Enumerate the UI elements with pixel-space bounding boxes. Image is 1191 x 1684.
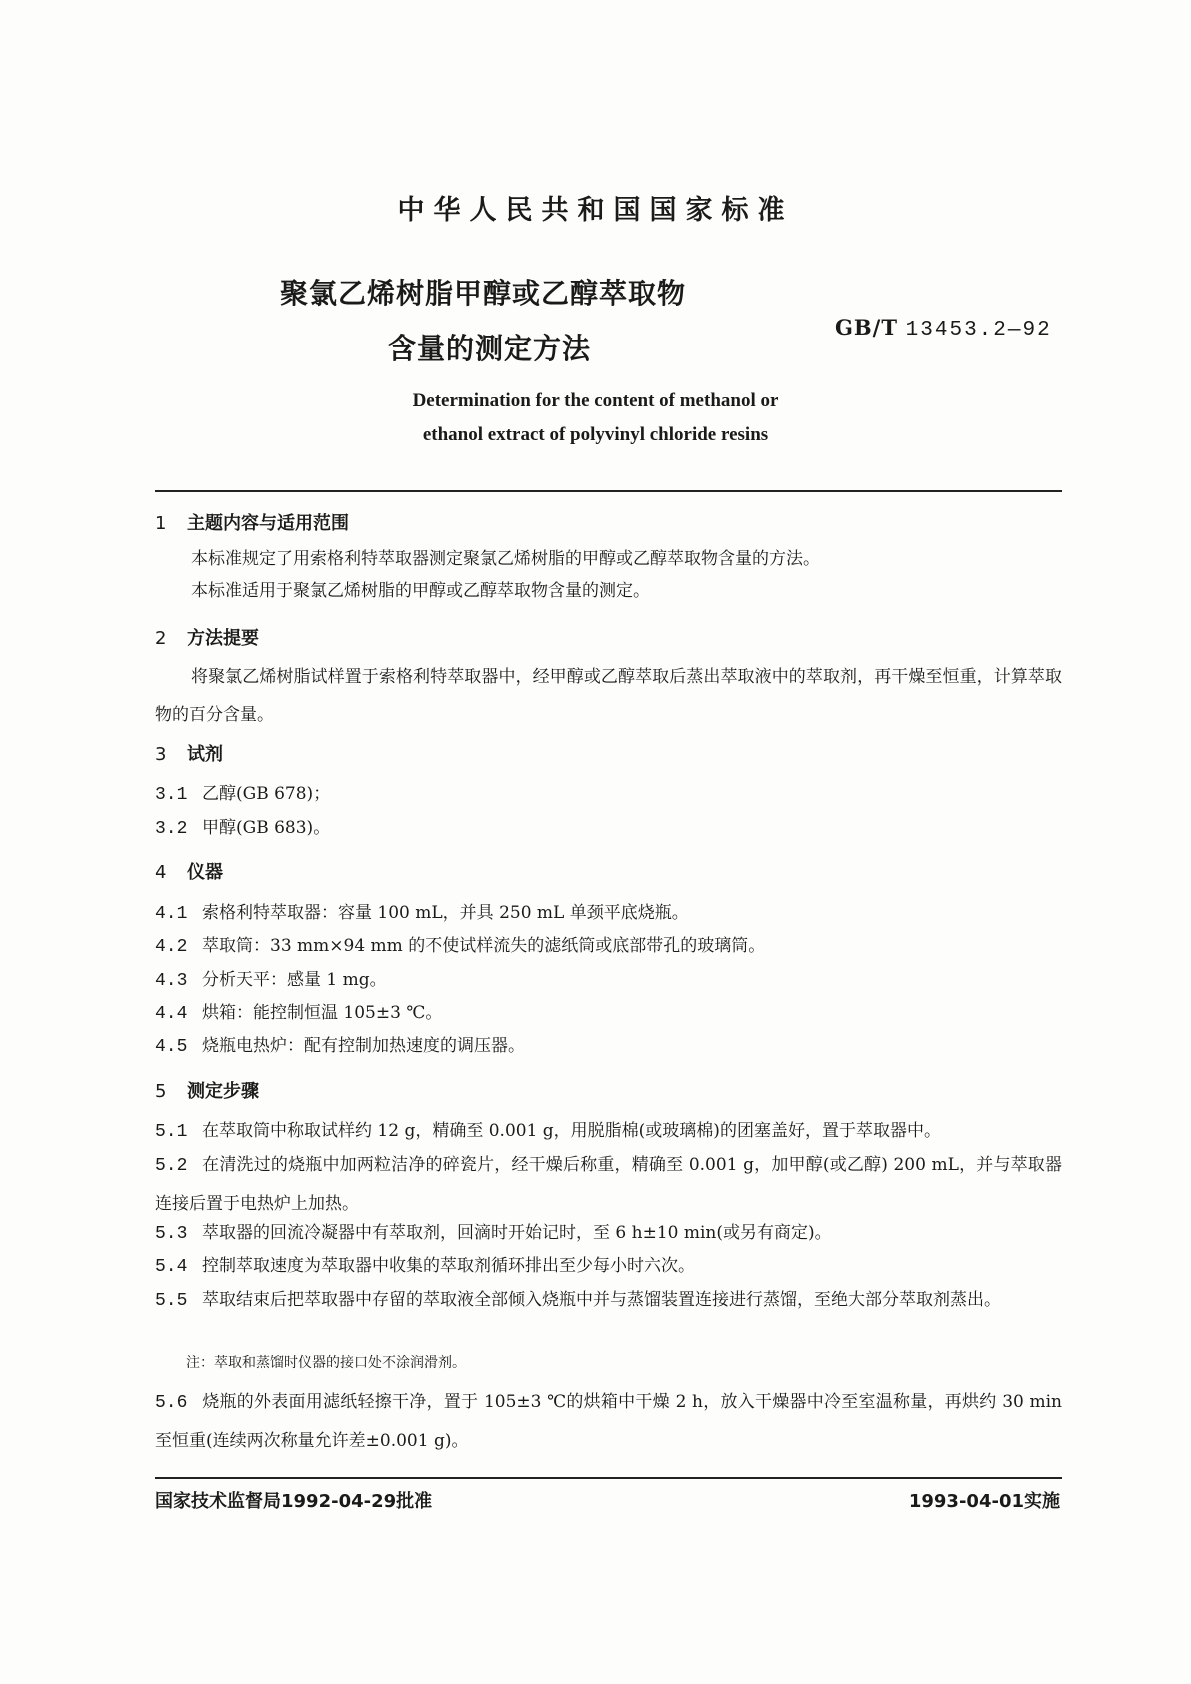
- footer-divider: [155, 1477, 1062, 1479]
- list-item: 4.5 烧瓶电热炉：配有控制加热速度的调压器。: [155, 1036, 525, 1057]
- section-title: 测定步骤: [187, 1081, 259, 1102]
- effective-date: 1993-04-01实施: [908, 1491, 1060, 1512]
- header-divider: [155, 490, 1062, 492]
- section-number: 3: [155, 744, 167, 765]
- section-title: 主题内容与适用范围: [187, 513, 349, 534]
- list-item: 3.2 甲醇(GB 683)。: [155, 818, 331, 839]
- note: 注：萃取和蒸馏时仪器的接口处不涂润滑剂。: [186, 1355, 466, 1371]
- list-item: 5.2 在清洗过的烧瓶中加两粒洁净的碎瓷片，经干燥后称重，精确至 0.001 g，加甲醇(或乙醇) 200 mL，并与萃取器连接后置于电热炉上加热。: [155, 1155, 1062, 1214]
- list-item: 5.6 烧瓶的外表面用滤纸轻擦干净，置于 105±3 ℃的烘箱中干燥 2 h，放入干燥器中冷至室温称量，再烘约 30 min 至恒重(连续两次称量允许差±0.001 g)。: [155, 1392, 1062, 1451]
- section-1-paragraph-1: 本标准规定了用索格利特萃取器测定聚氯乙烯树脂的甲醇或乙醇萃取物含量的方法。: [191, 549, 820, 569]
- section-5-heading: [155, 1077, 259, 1103]
- standard-code-number: 13453.2—92: [905, 319, 1052, 342]
- national-standard-heading: 中华人民共和国国家标准: [397, 195, 794, 226]
- list-item: 5.3 萃取器的回流冷凝器中有萃取剂，回滴时开始记时，至 6 h±10 min(或另有商定)。: [155, 1223, 832, 1244]
- section-1-paragraph-2: 本标准适用于聚氯乙烯树脂的甲醇或乙醇萃取物含量的测定。: [191, 581, 650, 601]
- list-item: 5.5 萃取结束后把萃取器中存留的萃取液全部倾入烧瓶中并与蒸馏装置连接进行蒸馏，至绝大部分萃取剂蒸出。: [155, 1290, 1001, 1311]
- section-1-heading: [155, 509, 349, 535]
- approval-date: 国家技术监督局1992-04-29批准: [155, 1491, 433, 1512]
- list-item: 5.1 在萃取筒中称取试样约 12 g，精确至 0.001 g，用脱脂棉(或玻璃棉)的团塞盖好，置于萃取器中。: [155, 1121, 941, 1142]
- section-2-heading: [155, 624, 259, 650]
- standard-code-prefix: GB/T: [835, 315, 898, 340]
- list-item: 4.4 烘箱：能控制恒温 105±3 ℃。: [155, 1003, 443, 1024]
- title-cn-line2: 含量的测定方法: [388, 332, 592, 365]
- standard-code: [835, 315, 1052, 342]
- list-item: 4.1 索格利特萃取器：容量 100 mL，并具 250 mL 单颈平底烧瓶。: [155, 903, 689, 924]
- section-4-heading: [155, 858, 223, 884]
- section-number: 2: [155, 628, 167, 649]
- section-3-heading: [155, 740, 223, 766]
- list-item: 3.1 乙醇(GB 678)；: [155, 784, 331, 805]
- list-item: 4.3 分析天平：感量 1 mg。: [155, 970, 387, 991]
- section-2-paragraph-1: 将聚氯乙烯树脂试样置于索格利特萃取器中，经甲醇或乙醇萃取后蒸出萃取液中的萃取剂，再干燥至恒重，计算萃取物的百分含量。: [155, 667, 1062, 725]
- section-number: 5: [155, 1081, 167, 1102]
- list-item: 4.2 萃取筒：33 mm×94 mm 的不使试样流失的滤纸筒或底部带孔的玻璃筒。: [155, 936, 766, 957]
- title-cn-line1: 聚氯乙烯树脂甲醇或乙醇萃取物: [280, 277, 687, 310]
- section-number: 1: [155, 513, 167, 534]
- section-title: 试剂: [187, 744, 223, 765]
- title-en-line2: ethanol extract of polyvinyl chloride resins: [422, 424, 769, 445]
- title-en-line1: Determination for the content of methanol or: [412, 390, 779, 411]
- section-number: 4: [155, 862, 167, 883]
- section-title: 仪器: [187, 862, 223, 883]
- list-item: 5.4 控制萃取速度为萃取器中收集的萃取剂循环排出至少每小时六次。: [155, 1256, 695, 1277]
- section-title: 方法提要: [187, 628, 259, 649]
